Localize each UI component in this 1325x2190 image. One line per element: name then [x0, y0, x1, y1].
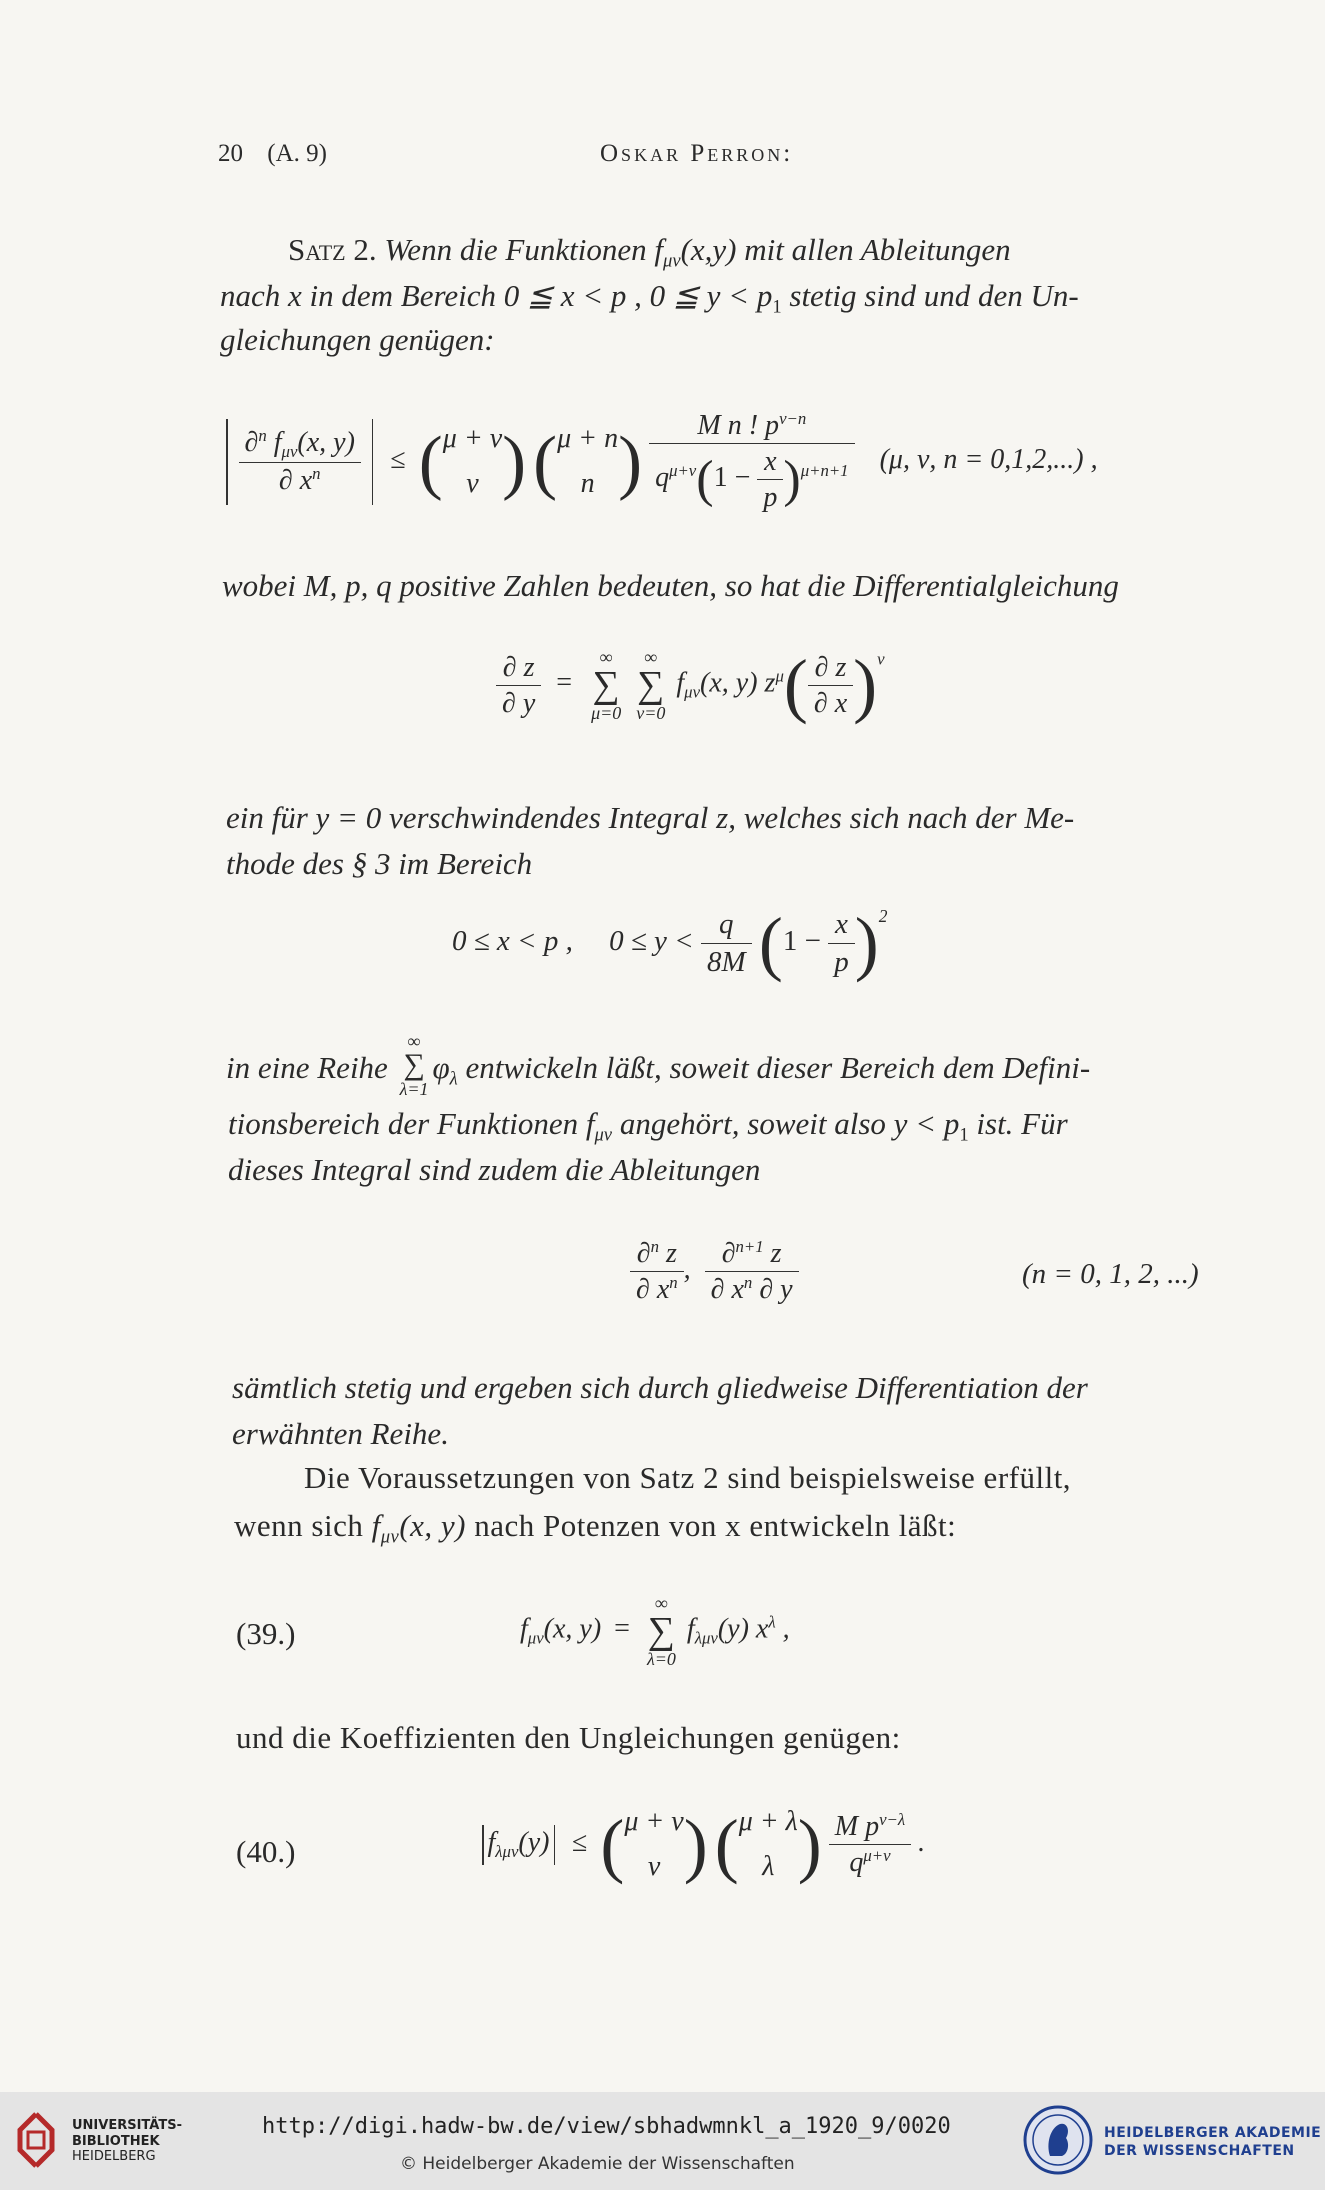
- formula-inequality: $\frac{\partial^n f_{\mu\nu}(x, y)}{\partial x^n}$ ≤ ( μ + ν ν ) ( μ + n n ) M n ! $p^{\nu-n}$ $q^{\mu+\nu}(1$ − $\frac{x}{p}$ )$^{\mu+n+1}$ (μ, ν, n = 0,1,2,...) ,: [222, 408, 1098, 515]
- footer-left-line-1: UNIVERSITÄTS-: [72, 2118, 182, 2133]
- running-title: Oskar Perron:: [600, 140, 794, 167]
- academy-seal-icon: [1022, 2104, 1094, 2176]
- binom-mu-nu: μ + ν ν: [442, 422, 503, 499]
- text-vorauss-2b: nach Potenzen von x entwickeln läßt:: [474, 1508, 957, 1543]
- university-library-logo-icon: [14, 2110, 58, 2170]
- text-vorauss-2a: wenn sich: [234, 1508, 364, 1543]
- satz-text-1: Wenn die Funktionen: [384, 232, 647, 267]
- header-ref: (A. 9): [267, 140, 327, 167]
- footer-left-line-2: BIBLIOTHEK: [72, 2133, 160, 2149]
- satz-text-2a: nach x in dem Bereich 0 ≦ x < p , 0 ≦ y < p: [220, 278, 773, 313]
- page-header: [218, 140, 327, 168]
- text-tions-c: ist. Für: [976, 1106, 1068, 1141]
- eq40-label: (40.): [236, 1834, 296, 1869]
- satz-line-2: nach x in dem Bereich 0 ≦ x < p , 0 ≦ $y < p_1$ stetig sind und den Un-: [220, 278, 1079, 318]
- footer-right-text: [1104, 2124, 1321, 2160]
- frac-partial-f: $\frac{\partial^n f_{\mu\nu}(x, y)}{\partial x^n}$: [239, 425, 361, 499]
- text-tions: tionsbereich der Funktionen $f_{\mu\nu}$ angehört, soweit also $y < p_1$ ist. Für: [228, 1106, 1068, 1146]
- text-dieses: dieses Integral sind zudem die Ableitungen: [228, 1152, 761, 1187]
- footer-right-line-2: DER WISSENSCHAFTEN: [1104, 2143, 1295, 2160]
- text-vorauss-2: wenn sich $f_{\mu\nu}(x$, y) nach Potenzen von x entwickeln läßt:: [234, 1508, 957, 1548]
- text-reihe-b: entwickeln läßt, soweit dieser Bereich dem Defini-: [465, 1049, 1091, 1085]
- footer-bar: [0, 2092, 1325, 2190]
- text-und: und die Koeffizienten den Ungleichungen genügen:: [236, 1720, 901, 1755]
- formula-ineq-tail: (μ, ν, n = 0,1,2,...) ,: [879, 443, 1098, 475]
- frac-bound: M n ! $p^{\nu-n}$ $q^{\mu+\nu}(1$ − $\frac{x}{p}$ )$^{\mu+n+1}$: [649, 408, 855, 515]
- text-vorauss-1: Die Voraussetzungen von Satz 2 sind beispielsweise erfüllt,: [304, 1460, 1072, 1495]
- formula-eq40: $f_{\lambda\mu\nu}(y)$ ≤ ( μ + ν ν ) ( μ + λ λ ) $\frac{M p^{\nu-\lambda}}{q^{\mu+\nu}}$ .: [478, 1800, 925, 1890]
- text-ein-1: ein für y = 0 verschwindendes Integral z, welches sich nach der Me-: [226, 800, 1075, 835]
- text-ein-2: thode des § 3 im Bereich: [226, 846, 533, 881]
- text-tions-a: tionsbereich der Funktionen f: [228, 1106, 595, 1141]
- text-reihe: in eine Reihe ∞ ∑ λ=1 $\varphi_\lambda$ entwickeln läßt, soweit dieser Bereich dem Defini-: [226, 1031, 1091, 1099]
- eq39-label: (39.): [236, 1616, 296, 1651]
- text-saemtlich: sämtlich stetig und ergeben sich durch gliedweise Differentiation der: [232, 1370, 1088, 1405]
- satz-text-1b: mit allen Ableitungen: [744, 232, 1011, 267]
- footer-right-line-1: HEIDELBERGER AKADEMIE: [1104, 2125, 1322, 2141]
- satz-line-1: [288, 232, 1011, 273]
- footer-left-text: [72, 2118, 182, 2165]
- satz-function-f: $f_{\mu\nu}(x,y)$: [654, 232, 737, 272]
- footer-copyright: © Heidelberger Akademie der Wissenschaften: [400, 2154, 795, 2174]
- text-erwaehnten: erwähnten Reihe.: [232, 1416, 449, 1451]
- text-reihe-a: in eine Reihe: [226, 1049, 388, 1085]
- satz-text-2b: stetig sind und den Un-: [789, 278, 1079, 313]
- formula-differential-equation: $\frac{\partial z}{\partial y}$ = ∞ ∑ μ=0 ∞ ∑ ν=0 $f_{\mu\nu}(x$, y) $z^\mu$( $\frac{\partial z}{\partial x}$ )$^\nu$: [496, 648, 885, 722]
- formula-eq39: $f_{\mu\nu}(x$, y) = ∞ ∑ λ=0 $f_{\lambda\mu\nu}(y)$ $x^\lambda$ ,: [520, 1593, 790, 1669]
- footer-left-line-3: HEIDELBERG: [72, 2149, 156, 2165]
- binom-mu-n: μ + n n: [557, 422, 619, 499]
- formula-region: 0 ≤ x < p , 0 ≤ y < $\frac{q}{8M}$ (1 − $\frac{x}{p}$ )$^2$: [452, 903, 888, 984]
- text-wobei: wobei M, p, q positive Zahlen bedeuten, so hat die Differentialgleichung: [222, 568, 1119, 603]
- formula-derivatives: $\frac{\partial^n z}{\partial x^n}$ , $\frac{\partial^{n+1} z}{\partial x^n \partial y}$: [630, 1236, 799, 1307]
- satz-line-3: gleichungen genügen:: [220, 322, 495, 357]
- satz-label: Satz 2.: [288, 232, 377, 267]
- footer-url-link[interactable]: http://digi.hadw-bw.de/view/sbhadwmnkl_a_1920_9/0020: [262, 2114, 951, 2139]
- page-number: 20: [218, 140, 243, 167]
- text-tions-b: angehört, soweit also y < p: [619, 1106, 960, 1141]
- deriv-range: (n = 0, 1, 2, ...): [1022, 1258, 1199, 1290]
